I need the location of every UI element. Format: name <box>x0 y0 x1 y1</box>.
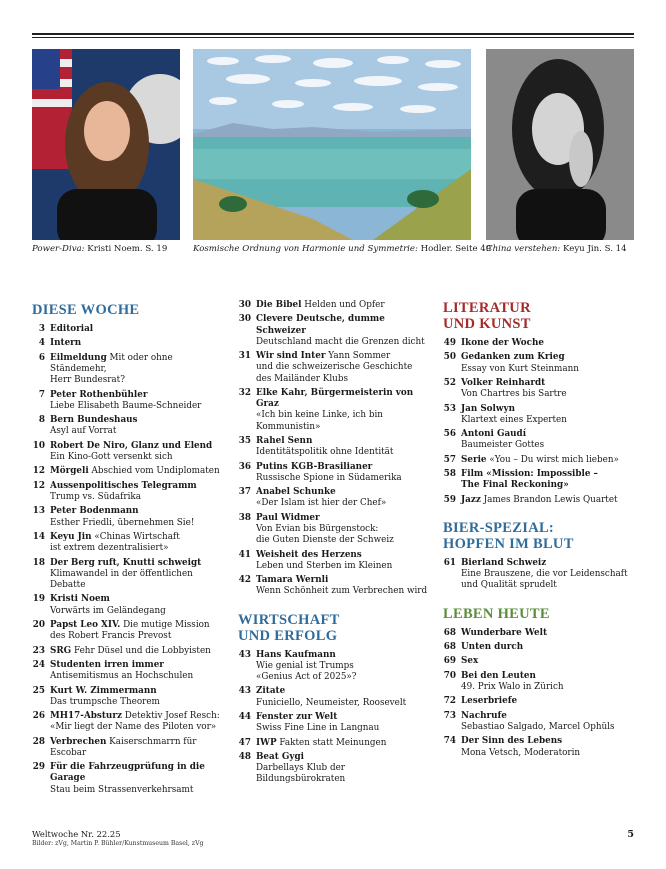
toc-entry <box>32 558 222 592</box>
entry-text <box>461 642 635 653</box>
entry-title: Putins KGB-Brasilianer <box>256 461 373 472</box>
entry-title: IWP <box>256 737 277 748</box>
entry-title: Rahel Senn <box>256 435 313 446</box>
toc-entry <box>238 513 433 547</box>
entry-title: Wunderbare Welt <box>461 627 548 638</box>
page-ref: 35 <box>238 435 251 446</box>
toc-list <box>32 324 222 796</box>
entry-text <box>461 656 635 667</box>
toc-entry <box>443 696 635 707</box>
page-ref: 23 <box>32 645 45 656</box>
entry-text <box>461 378 635 400</box>
entry-title: Intern <box>50 338 82 349</box>
toc-entry <box>238 314 433 348</box>
entry-text <box>50 338 222 349</box>
entry-subtitle: «Mir liegt der Name des Piloten vor» <box>50 722 217 733</box>
entry-text <box>256 314 433 348</box>
entry-subtitle: Klimawandel in der öffentlichen Debatte <box>50 568 193 590</box>
entry-text <box>461 404 635 426</box>
page-ref: 19 <box>32 594 45 605</box>
page-ref: 52 <box>443 377 456 388</box>
page-ref: 13 <box>32 506 45 517</box>
entry-text <box>256 575 433 597</box>
entry-text <box>50 660 222 682</box>
entry-title: Paul Widmer <box>256 512 320 523</box>
section-heading-bier <box>443 520 635 552</box>
entry-title: Leserbriefe <box>461 696 518 707</box>
toc-entry <box>443 378 635 400</box>
entry-text <box>50 762 222 796</box>
entry-text <box>50 558 222 592</box>
page-ref: 8 <box>38 415 45 426</box>
entry-subtitle: und die schweizerische Geschichte <box>256 362 413 373</box>
entry-subtitle: Darbellays Klub der Bildungsbürokraten <box>256 763 346 785</box>
entry-subtitle: Deutschland macht die Grenzen dicht <box>256 336 425 347</box>
toc-entry <box>238 388 433 433</box>
toc-entry <box>443 558 635 592</box>
entry-text <box>50 481 222 503</box>
page-ref: 69 <box>443 656 456 667</box>
entry-title: Der Berg ruft, Knutti schweigt <box>50 557 202 568</box>
entry-subtitle: Eine Brauszene, die vor Leidenschaft <box>461 569 628 580</box>
image-credits: Bilder: zVg, Martin P. Bühler/Kunstmuseum Basel, zVg <box>32 840 204 847</box>
entry-text <box>256 513 433 547</box>
entry-subtitle: Asyl auf Vorrat <box>50 426 117 437</box>
entry-title: Elke Kahr, Bürgermeisterin von Graz <box>256 387 414 410</box>
entry-subtitle: Essay von Kurt Steinmann <box>461 363 579 374</box>
toc-entry <box>443 429 635 451</box>
entry-title: Ikone der Woche <box>461 338 544 348</box>
entry-text <box>461 558 635 592</box>
entry-title: Jazz <box>461 494 481 505</box>
entry-subtitle: «Der Islam ist hier der Chef» <box>256 498 387 509</box>
toc-entry <box>443 338 635 349</box>
toc-entry <box>443 469 635 491</box>
toc-entry <box>443 628 635 639</box>
toc-entry <box>32 481 222 503</box>
entry-title: Jan Solwyn <box>461 403 515 414</box>
page-ref: 26 <box>32 711 45 722</box>
entry-title: Studenten irren immer <box>50 659 164 670</box>
entry-text <box>461 455 635 466</box>
entry-text <box>256 550 433 572</box>
entry-title: Clevere Deutsche, dumme Schweizer <box>256 314 385 336</box>
page-ref: 10 <box>32 440 45 451</box>
entry-subtitle: Das trumpsche Theorem <box>50 696 160 707</box>
page-ref: 42 <box>238 575 251 586</box>
page-ref: 32 <box>238 387 251 398</box>
entry-text <box>256 752 433 786</box>
toc-entry <box>32 324 222 335</box>
column-middle <box>238 300 433 789</box>
entry-text <box>461 429 635 451</box>
toc-entry <box>32 711 222 733</box>
entry-subtitle: Von Evian bis Bürgenstock: <box>256 523 379 534</box>
entry-title: Sex <box>461 656 479 667</box>
entry-title: Kristi Noem <box>50 594 110 605</box>
entry-subtitle: Ein Kino-Gott versenkt sich <box>50 451 173 462</box>
toc-entry <box>32 762 222 796</box>
heading-line: UND ERFOLG <box>238 627 338 644</box>
heading-line: WIRTSCHAFT <box>238 611 340 628</box>
page-ref: 70 <box>443 670 456 681</box>
page-ref: 50 <box>443 352 456 363</box>
toc-entry <box>32 415 222 437</box>
entry-title: Fenster zur Welt <box>256 711 338 722</box>
entry-subtitle: Russische Spione in Südamerika <box>256 472 402 483</box>
entry-text <box>256 738 433 749</box>
entry-inline-text: Die mutige Mission <box>120 619 210 630</box>
entry-subtitle: des Mailänder Klubs <box>256 373 348 384</box>
entry-title: Die Bibel <box>256 300 302 310</box>
entry-title: Wir sind Inter <box>256 351 326 362</box>
entry-title: Serie <box>461 454 487 465</box>
page-number: 5 <box>627 829 634 840</box>
entry-title: Verbrechen <box>50 736 107 747</box>
entry-text <box>256 686 433 708</box>
entry-title: Für die Fahrzeugprüfung in die Garage <box>50 762 205 784</box>
toc-entry <box>443 642 635 653</box>
entry-text <box>50 594 222 616</box>
page-ref: 6 <box>38 352 45 363</box>
toc-entry <box>32 686 222 708</box>
page-ref: 37 <box>238 487 251 498</box>
entry-title: Aussenpolitisches Telegramm <box>50 480 197 491</box>
toc-list <box>443 558 635 592</box>
entry-title: Anabel Schunke <box>256 487 336 498</box>
entry-subtitle: Liebe Elisabeth Baume-Schneider <box>50 400 202 411</box>
entry-text <box>50 686 222 708</box>
entry-inline-text: Mit oder ohne Ständemehr, <box>50 352 173 374</box>
toc-entry <box>443 711 635 733</box>
entry-text <box>461 469 635 491</box>
entry-title: Antoni Gaudí <box>461 429 527 440</box>
section-heading-literatur <box>443 300 635 332</box>
entry-text <box>256 487 433 509</box>
toc-entry <box>443 671 635 693</box>
entry-subtitle: Funiciello, Neumeister, Roosevelt <box>256 697 407 708</box>
page-ref: 56 <box>443 429 456 440</box>
entry-text <box>50 466 222 477</box>
entry-text <box>50 441 222 463</box>
entry-title: Volker Reinhardt <box>461 377 546 388</box>
entry-text <box>461 671 635 693</box>
entry-subtitle: Wie genial ist Trumps <box>256 660 354 671</box>
section-heading-leben: LEBEN HEUTE <box>443 605 550 622</box>
toc-entry <box>238 738 433 749</box>
page-ref: 30 <box>238 314 251 325</box>
toc-entry <box>443 352 635 374</box>
toc-entry <box>443 455 635 466</box>
page-ref: 73 <box>443 710 456 721</box>
page-ref: 7 <box>38 389 45 400</box>
caption-photo-2: Kosmische Ordnung von Harmonie und Symmetrie: Hodler. Seite 49 <box>193 244 492 254</box>
entry-title: Peter Bodenmann <box>50 506 139 517</box>
entry-subtitle: Antisemitismus an Hochschulen <box>50 671 194 682</box>
entry-title: Kurt W. Zimmermann <box>50 685 157 696</box>
page-ref: 36 <box>238 461 251 472</box>
page-ref: 43 <box>238 649 251 660</box>
entry-subtitle: Herr Bundesrat? <box>50 375 125 386</box>
entry-subtitle: Wenn Schönheit zum Verbrechen wird <box>256 586 428 597</box>
entry-inline-text: «You – Du wirst mich lieben» <box>486 454 619 465</box>
toc-list <box>443 338 635 506</box>
entry-subtitle: Mona Vetsch, Moderatorin <box>461 747 581 758</box>
page-ref: 12 <box>32 480 45 491</box>
entry-text <box>461 352 635 374</box>
entry-inline-text: Fehr Düsel und die Lobbyisten <box>71 645 211 656</box>
toc-entry <box>443 656 635 667</box>
entry-subtitle: ist extrem dezentralisiert» <box>50 543 169 554</box>
toc-entry <box>238 575 433 597</box>
entry-text <box>50 532 222 554</box>
entry-text <box>256 388 433 433</box>
heading-line: BIER-SPEZIAL: <box>443 519 555 536</box>
entry-text <box>461 628 635 639</box>
entry-title: Tamara Wernli <box>256 575 329 586</box>
page-ref: 58 <box>443 469 456 480</box>
page-ref: 12 <box>32 466 45 477</box>
issue-label: Weltwoche Nr. 22.25 <box>32 829 121 839</box>
toc-entry <box>238 686 433 708</box>
page-ref: 38 <box>238 512 251 523</box>
entry-text <box>256 300 433 311</box>
entry-inline-text: «Chinas Wirtschaft <box>91 531 180 542</box>
toc-entry <box>238 550 433 572</box>
page-ref: 48 <box>238 751 251 762</box>
entry-title: Zitate <box>256 686 286 697</box>
caption-photo-3: China verstehen: Keyu Jin. S. 14 <box>486 244 627 254</box>
toc-list <box>443 628 635 759</box>
entry-title: Der Sinn des Lebens <box>461 736 563 747</box>
entry-subtitle: 49. Prix Walo in Zürich <box>461 681 564 692</box>
heading-line: LITERATUR <box>443 300 531 316</box>
entry-title: Gedanken zum Krieg <box>461 352 565 363</box>
entry-subtitle: Vorwärts im Geländegang <box>50 605 166 616</box>
page-ref: 43 <box>238 686 251 697</box>
entry-subtitle: und Qualität sprudelt <box>461 580 557 591</box>
entry-title: Peter Rothenbühler <box>50 389 148 400</box>
entry-title: Nachrufe <box>461 710 507 721</box>
entry-text <box>256 351 433 385</box>
entry-text <box>461 338 635 349</box>
photo-hodler-painting <box>193 49 471 240</box>
entry-subtitle: Trump vs. Südafrika <box>50 491 142 502</box>
entry-title: Mörgeli <box>50 466 89 477</box>
entry-text <box>50 737 222 759</box>
column-right <box>443 300 635 762</box>
entry-text <box>50 390 222 412</box>
entry-inline-text: Abschied vom Undiplomaten <box>88 466 220 477</box>
top-rule-thin <box>32 37 634 38</box>
column-diese-woche <box>32 302 222 799</box>
entry-subtitle: Von Chartres bis Sartre <box>461 389 567 400</box>
page-ref: 20 <box>32 619 45 630</box>
page-ref: 3 <box>38 324 45 334</box>
toc-entry <box>238 752 433 786</box>
toc-entry <box>238 351 433 385</box>
entry-title: Keyu Jin <box>50 531 92 542</box>
entry-text <box>461 495 635 506</box>
entry-title: Bern Bundeshaus <box>50 415 138 426</box>
toc-entry <box>32 441 222 463</box>
page-ref: 68 <box>443 641 456 652</box>
toc-entry <box>32 646 222 657</box>
entry-inline-text: James Brandon Lewis Quartet <box>480 494 618 505</box>
entry-text <box>50 353 222 387</box>
page-ref: 18 <box>32 557 45 568</box>
entry-title: Robert De Niro, Glanz und Elend <box>50 440 213 451</box>
entry-inline-text: Kaiserschmarrn für Escobar <box>50 736 197 758</box>
entry-subtitle: die Guten Dienste der Schweiz <box>256 535 394 546</box>
page-ref: 59 <box>443 494 456 505</box>
entry-subtitle: Swiss Fine Line in Langnau <box>256 723 380 734</box>
entry-title: Eilmeldung <box>50 352 107 363</box>
heading-line: UND KUNST <box>443 316 531 332</box>
toc-entry <box>32 506 222 528</box>
entry-subtitle: Leben und Sterben im Kleinen <box>256 560 393 571</box>
toc-entry <box>238 712 433 734</box>
toc-entry <box>32 338 222 349</box>
entry-title: Papst Leo XIV. <box>50 619 121 630</box>
page-ref: 30 <box>238 300 251 310</box>
entry-text <box>461 711 635 733</box>
entry-title: Unten durch <box>461 641 524 652</box>
page-ref: 53 <box>443 403 456 414</box>
toc-entry <box>32 620 222 642</box>
entry-text <box>256 712 433 734</box>
page-ref: 41 <box>238 549 251 560</box>
toc-entry <box>32 466 222 477</box>
entry-inline-text: Yann Sommer <box>325 351 391 362</box>
entry-subtitle: des Robert Francis Prevost <box>50 631 172 642</box>
entry-text <box>50 324 222 335</box>
toc-entry <box>32 532 222 554</box>
heading-line: HOPFEN IM BLUT <box>443 535 574 552</box>
photo-kristi-noem <box>32 49 180 240</box>
toc-entry <box>443 404 635 426</box>
entry-inline-text: Fakten statt Meinungen <box>276 737 387 748</box>
entry-subtitle: Esther Friedli, übernehmen Sie! <box>50 517 195 528</box>
toc-entry <box>238 650 433 684</box>
entry-title: SRG <box>50 645 72 656</box>
page-ref: 61 <box>443 557 456 568</box>
entry-text <box>461 736 635 758</box>
entry-subtitle: The Final Reckoning» <box>461 480 569 491</box>
toc-entry <box>238 487 433 509</box>
toc-entry <box>32 660 222 682</box>
entry-subtitle: Baumeister Gottes <box>461 440 545 451</box>
toc-list <box>238 650 433 786</box>
toc-entry <box>32 737 222 759</box>
page-ref: 49 <box>443 338 456 348</box>
page-ref: 44 <box>238 711 251 722</box>
entry-subtitle: Stau beim Strassenverkehrsamt <box>50 784 194 795</box>
page-ref: 4 <box>38 338 45 349</box>
entry-text <box>50 646 222 657</box>
toc-entry <box>238 300 433 311</box>
toc-entry <box>238 462 433 484</box>
entry-text <box>256 436 433 458</box>
page-ref: 14 <box>32 531 45 542</box>
entry-subtitle: «Ich bin keine Linke, ich bin Kommunistin» <box>256 410 383 432</box>
page-ref: 25 <box>32 685 45 696</box>
toc-entry <box>32 353 222 387</box>
entry-title: Bei den Leuten <box>461 670 536 681</box>
entry-title: MH17-Absturz <box>50 711 122 722</box>
page-ref: 68 <box>443 627 456 638</box>
page-ref: 57 <box>443 454 456 465</box>
entry-title: Beat Gygi <box>256 751 304 762</box>
page-ref: 31 <box>238 351 251 362</box>
page-ref: 28 <box>32 736 45 747</box>
page-ref: 47 <box>238 737 251 748</box>
entry-title: Bierland Schweiz <box>461 557 547 568</box>
section-heading-wirtschaft <box>238 612 433 644</box>
entry-title: Editorial <box>50 324 94 334</box>
page-ref: 74 <box>443 736 456 747</box>
entry-inline-text: Detektiv Josef Resch: <box>121 711 220 722</box>
entry-title: Hans Kaufmann <box>256 649 336 660</box>
entry-text <box>50 711 222 733</box>
entry-title: Weisheit des Herzens <box>256 549 362 560</box>
entry-text <box>50 620 222 642</box>
section-heading-diese-woche: DIESE WOCHE <box>32 302 140 318</box>
toc-entry <box>32 390 222 412</box>
entry-title: Film «Mission: Impossible – <box>461 469 598 480</box>
entry-text <box>256 650 433 684</box>
entry-text <box>50 506 222 528</box>
entry-subtitle: Identitätspolitik ohne Identität <box>256 447 394 458</box>
page-ref: 72 <box>443 696 456 707</box>
toc-entry <box>443 736 635 758</box>
photo-keyu-jin <box>486 49 634 240</box>
toc-entry <box>32 594 222 616</box>
toc-entry <box>443 495 635 506</box>
entry-inline-text: Helden und Opfer <box>301 300 385 310</box>
caption-photo-1: Power-Diva: Kristi Noem. S. 19 <box>32 244 168 254</box>
top-rule <box>32 33 634 35</box>
entry-text <box>256 462 433 484</box>
entry-subtitle: Klartext eines Experten <box>461 414 567 425</box>
entry-subtitle: Sebastiao Salgado, Marcel Ophüls <box>461 721 615 732</box>
toc-entry <box>238 436 433 458</box>
entry-text <box>461 696 635 707</box>
entry-text <box>50 415 222 437</box>
toc-list <box>238 300 433 598</box>
entry-subtitle: «Genius Act of 2025»? <box>256 671 357 682</box>
page-ref: 24 <box>32 659 45 670</box>
page-ref: 29 <box>32 762 45 773</box>
